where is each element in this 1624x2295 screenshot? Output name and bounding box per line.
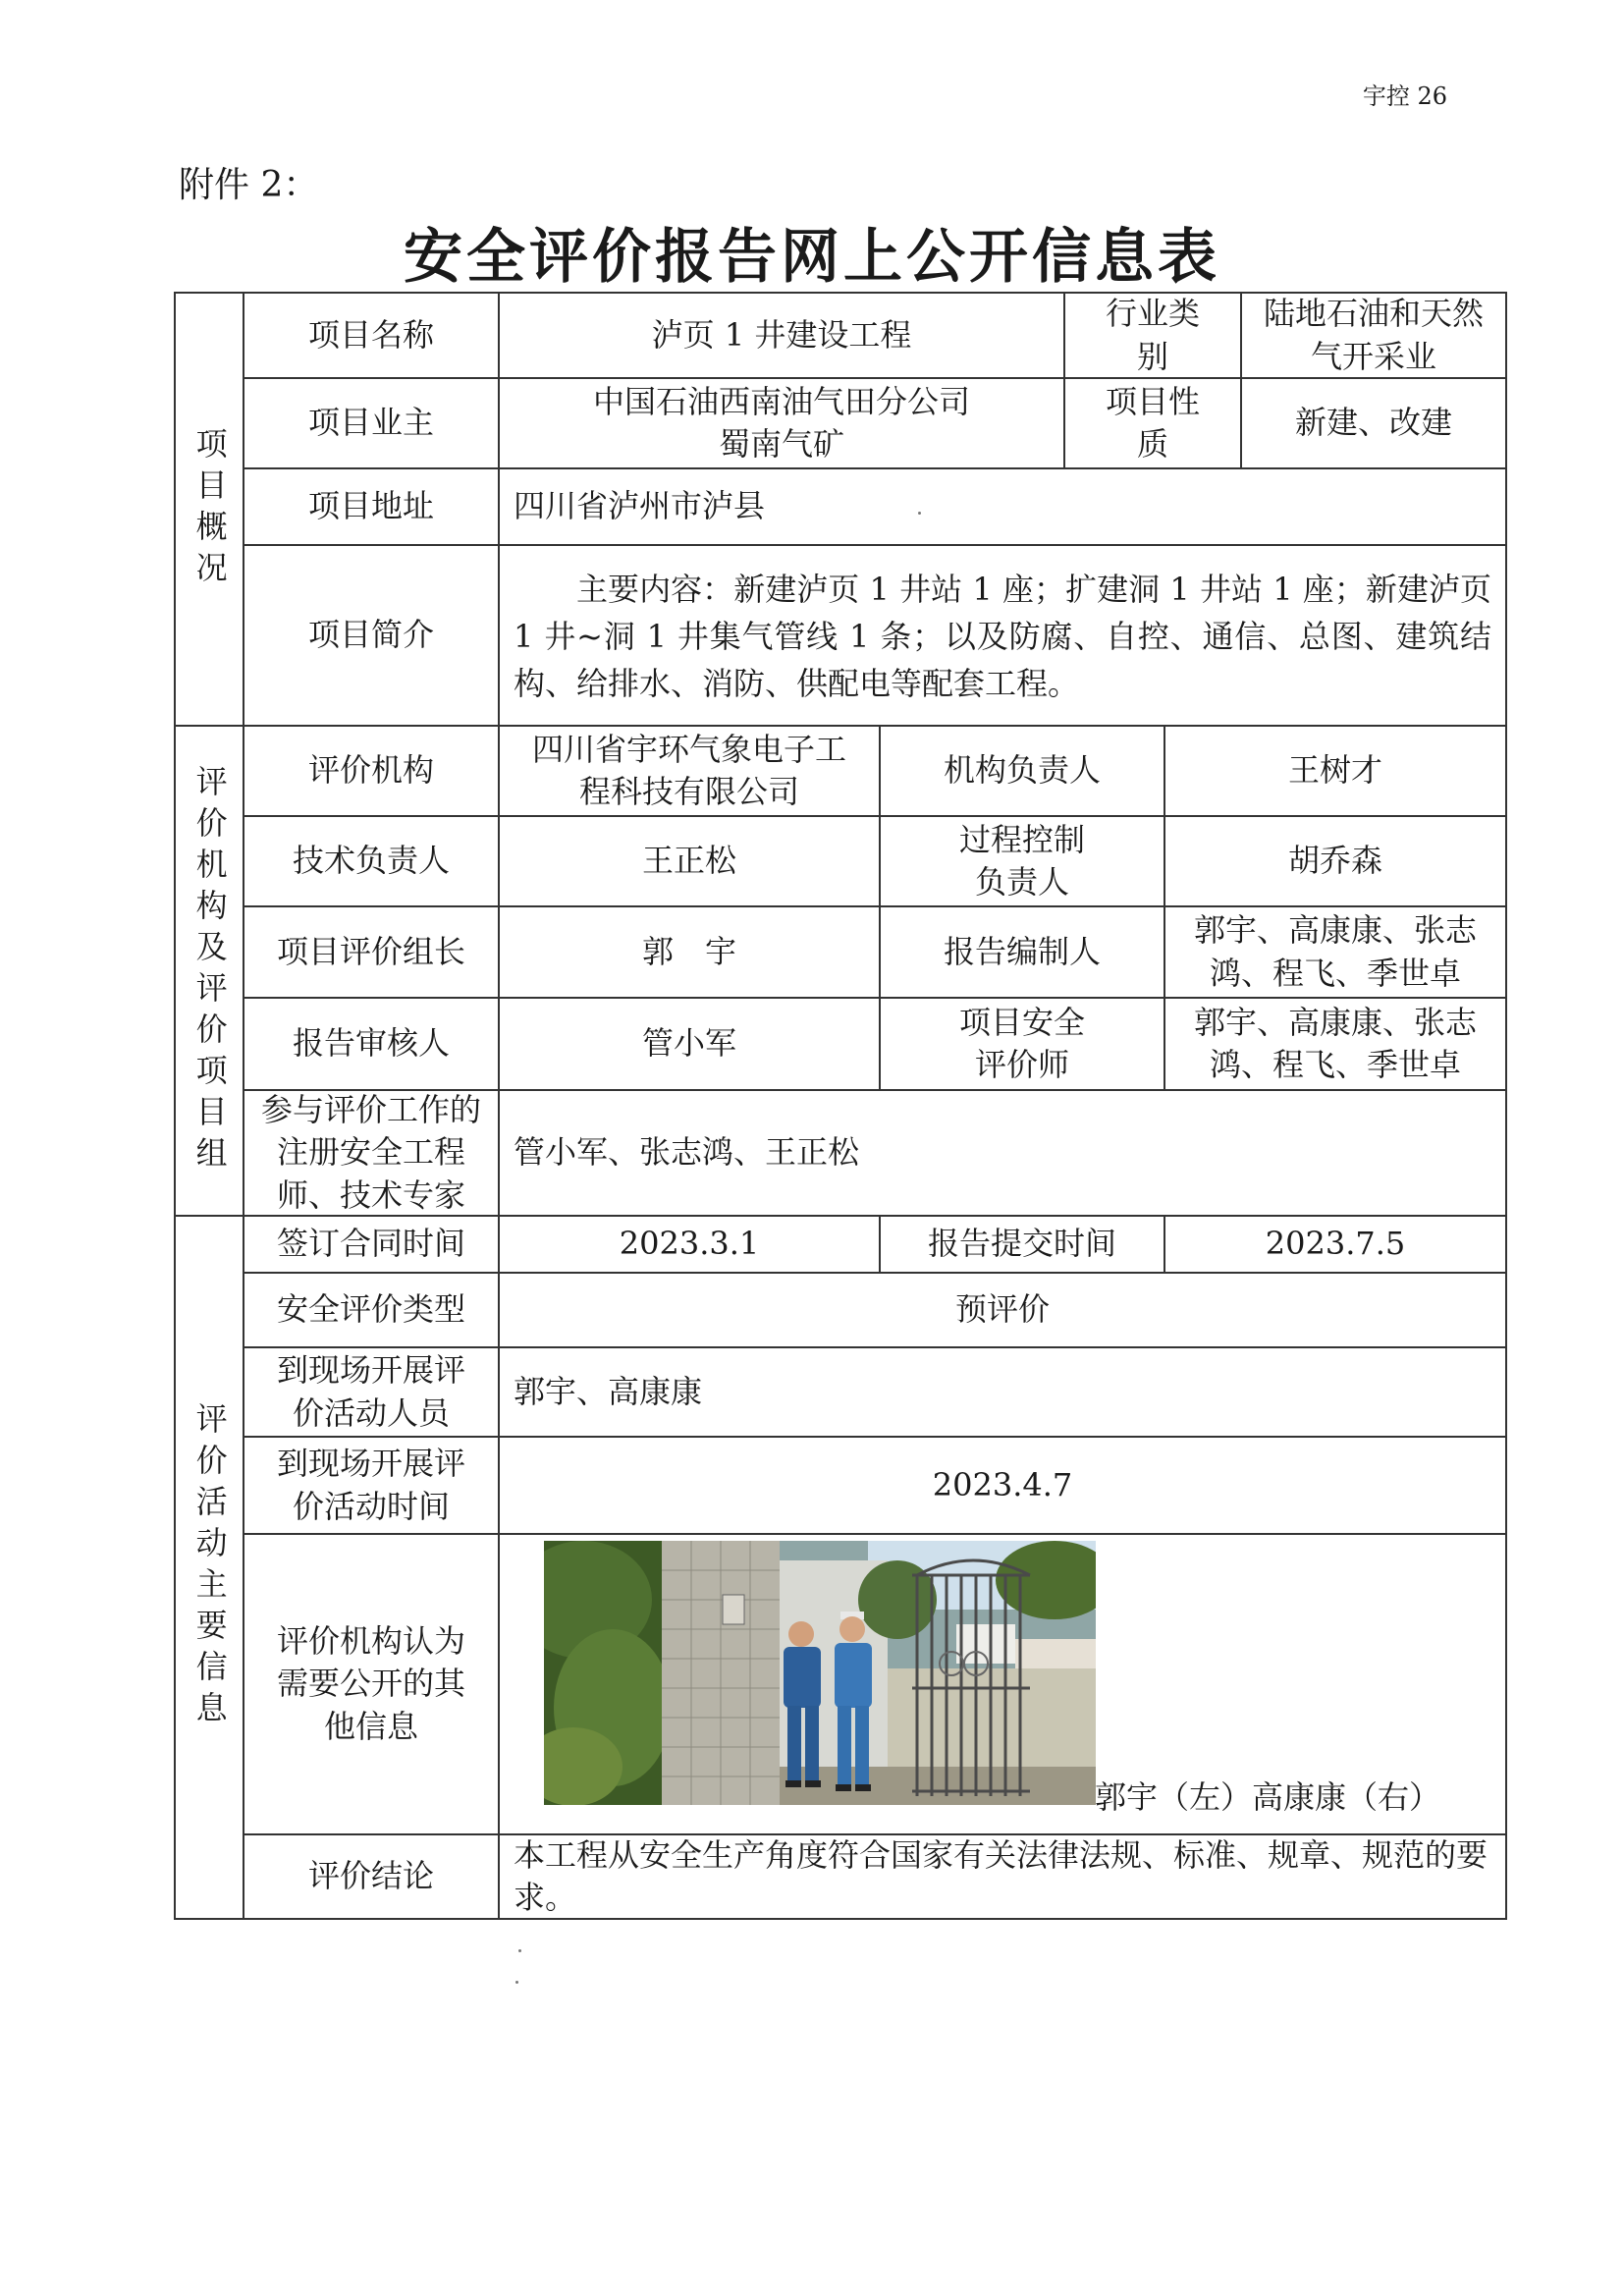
page-title: 安全评价报告网上公开信息表: [404, 223, 1220, 292]
team-lead-label: 项目评价组长: [243, 905, 500, 999]
scan-speck: [515, 1981, 518, 1984]
date-value: 2023.4.7: [498, 1436, 1507, 1535]
engineers-value: 管小军、张志鸿、王正松: [498, 1089, 1507, 1217]
industry-label: 行业类别: [1063, 292, 1242, 379]
project-name-label: 项目名称: [243, 292, 500, 379]
document-code: 宇控 26: [1362, 82, 1447, 110]
contract-label: 签订合同时间: [243, 1215, 500, 1274]
conclusion-label: 评价结论: [243, 1833, 500, 1920]
reviewer-value: 管小军: [498, 997, 881, 1091]
leader-label: 机构负责人: [879, 725, 1165, 817]
owner-label: 项目业主: [243, 377, 500, 469]
staff-label: 到现场开展评价活动人员: [243, 1346, 500, 1438]
date-label: 到现场开展评价活动时间: [243, 1436, 500, 1535]
writer-value: 郭宇、高康康、张志鸿、程飞、季世卓: [1164, 905, 1507, 999]
evaluators-label: 项目安全评价师: [879, 997, 1165, 1091]
process-label: 过程控制负责人: [879, 815, 1165, 907]
staff-value: 郭宇、高康康: [498, 1346, 1507, 1438]
section-activity: 评价活动主要信息: [174, 1215, 244, 1920]
scan-speck: [918, 512, 921, 515]
address-value: 四川省泸州市泸县: [498, 467, 1507, 546]
intro-label: 项目简介: [243, 544, 500, 727]
agency-label: 评价机构: [243, 725, 500, 817]
contract-date: 2023.3.1: [498, 1215, 881, 1274]
type-label: 安全评价类型: [243, 1272, 500, 1348]
writer-label: 报告编制人: [879, 905, 1165, 999]
scan-speck: [518, 1949, 521, 1952]
other-label: 评价机构认为需要公开的其他信息: [243, 1533, 500, 1835]
tech-value: 王正松: [498, 815, 881, 907]
evaluators-value: 郭宇、高康康、张志鸿、程飞、季世卓: [1164, 997, 1507, 1091]
owner-value: 中国石油西南油气田分公司蜀南气矿: [498, 377, 1065, 469]
section-overview: 项目概况: [174, 292, 244, 727]
reviewer-label: 报告审核人: [243, 997, 500, 1091]
process-value: 胡乔森: [1164, 815, 1507, 907]
intro-value: 主要内容：新建泸页 1 井站 1 座；扩建洞 1 井站 1 座；新建泸页 1 井~洞 1 井集气管线 1 条；以及防腐、自控、通信、总图、建筑结构、给排水、消防、供配电等配套工程。: [498, 544, 1507, 727]
leader-value: 王树才: [1164, 725, 1507, 817]
attachment-label: 附件 2：: [179, 165, 319, 205]
submit-label: 报告提交时间: [879, 1215, 1165, 1274]
conclusion-value: 本工程从安全生产角度符合国家有关法律法规、标准、规章、规范的要求。: [498, 1833, 1507, 1920]
tech-label: 技术负责人: [243, 815, 500, 907]
agency-value: 四川省宇环气象电子工程科技有限公司: [498, 725, 881, 817]
section-org: 评价机构及评价项目组: [174, 725, 244, 1217]
nature-value: 新建、改建: [1240, 377, 1507, 469]
type-value: 预评价: [498, 1272, 1507, 1348]
nature-label: 项目性质: [1063, 377, 1242, 469]
photo-caption: 郭宇（左）高康康（右）: [1095, 1778, 1441, 1816]
submit-date: 2023.7.5: [1164, 1215, 1507, 1274]
address-label: 项目地址: [243, 467, 500, 546]
engineers-label: 参与评价工作的注册安全工程师、技术专家: [243, 1089, 500, 1217]
project-name: 泸页 1 井建设工程: [498, 292, 1065, 379]
industry-value: 陆地石油和天然气开采业: [1240, 292, 1507, 379]
team-lead-value: 郭 宇: [498, 905, 881, 999]
site-photo: [544, 1541, 1096, 1805]
